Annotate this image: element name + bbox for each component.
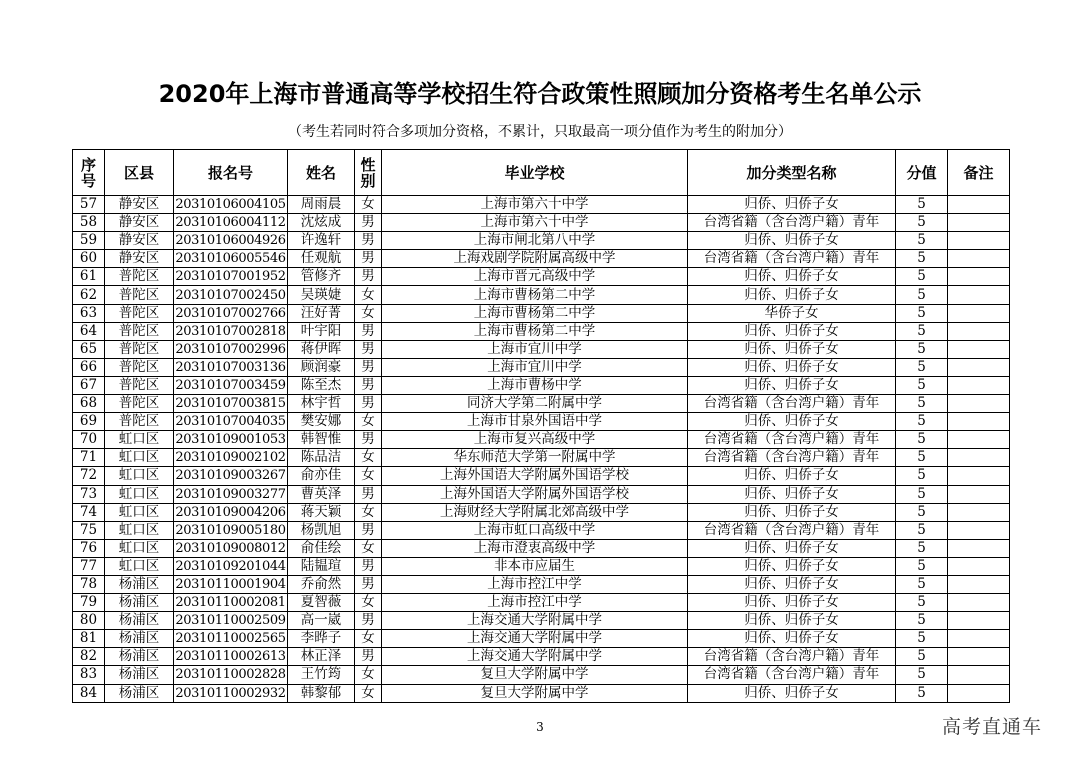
- cell-remark: [948, 575, 1010, 593]
- cell-reg-no: 20310109003277: [175, 486, 286, 502]
- cell-district: 普陀区: [105, 376, 174, 394]
- table-row: [73, 358, 1010, 376]
- cell-name: 乔俞然: [288, 575, 355, 593]
- cell-gender: 男: [355, 232, 382, 250]
- cell-seq: 75: [73, 521, 105, 539]
- cell-seq: 72: [73, 467, 105, 485]
- cell-school: 上海市曹杨第二中学: [382, 304, 688, 322]
- cell-name: 蒋伊晖: [288, 340, 355, 358]
- header-bonus-type: 加分类型名称: [688, 150, 896, 196]
- cell-seq: 62: [73, 286, 105, 304]
- cell-score: 5: [896, 304, 948, 322]
- table-row: [73, 250, 1010, 268]
- cell-name: 管修齐: [288, 268, 355, 286]
- cell-school: 上海交通大学附属中学: [382, 630, 688, 648]
- cell-school: 上海市复兴高级中学: [382, 431, 688, 449]
- cell-gender: 女: [355, 503, 382, 521]
- cell-school: 上海市曹杨中学: [382, 376, 688, 394]
- cell-score: 5: [896, 395, 948, 413]
- cell-score: 5: [896, 358, 948, 376]
- cell-remark: [948, 503, 1010, 521]
- table-row: [73, 594, 1010, 612]
- cell-gender: 女: [355, 449, 382, 467]
- cell-gender: 女: [355, 304, 382, 322]
- cell-gender: 女: [355, 594, 382, 612]
- cell-seq: 64: [73, 322, 105, 340]
- cell-gender: 男: [355, 648, 382, 666]
- cell-district: 虹口区: [105, 521, 174, 539]
- table-row: [73, 612, 1010, 630]
- cell-gender: 女: [355, 467, 382, 485]
- cell-reg-no: 20310110002828: [175, 667, 286, 683]
- cell-bonus-type: 归侨、归侨子女: [688, 196, 896, 214]
- cell-reg-no: 20310107003815: [175, 396, 286, 412]
- cell-score: 5: [896, 684, 948, 702]
- table-row: [73, 666, 1010, 684]
- cell-district: 虹口区: [105, 557, 174, 575]
- cell-reg-no: 20310107002818: [175, 323, 286, 339]
- cell-seq: 69: [73, 413, 105, 431]
- cell-reg-no: 20310109008012: [175, 540, 286, 556]
- cell-district: 杨浦区: [105, 648, 174, 666]
- cell-district: 杨浦区: [105, 612, 174, 630]
- cell-score: 5: [896, 214, 948, 232]
- cell-score: 5: [896, 521, 948, 539]
- cell-remark: [948, 557, 1010, 575]
- cell-gender: 女: [355, 196, 382, 214]
- cell-gender: 男: [355, 557, 382, 575]
- cell-score: 5: [896, 376, 948, 394]
- table-row: [73, 684, 1010, 702]
- cell-gender: 女: [355, 630, 382, 648]
- cell-name: 韩黎郁: [288, 684, 355, 702]
- cell-name: 林正泽: [288, 648, 355, 666]
- cell-reg-no: 20310107003459: [175, 377, 286, 393]
- cell-name: 汪好菁: [288, 304, 355, 322]
- cell-gender: 男: [355, 250, 382, 268]
- cell-seq: 58: [73, 214, 105, 232]
- table-header-row: [73, 150, 1010, 196]
- cell-bonus-type: 归侨、归侨子女: [688, 684, 896, 702]
- cell-gender: 女: [355, 684, 382, 702]
- cell-reg-no: 20310110002509: [175, 613, 286, 629]
- cell-reg-no: 20310109001053: [175, 432, 286, 448]
- table-row: [73, 648, 1010, 666]
- cell-remark: [948, 268, 1010, 286]
- cell-bonus-type: 归侨、归侨子女: [688, 467, 896, 485]
- header-seq: 序 号: [73, 150, 105, 196]
- cell-remark: [948, 612, 1010, 630]
- cell-district: 杨浦区: [105, 594, 174, 612]
- cell-district: 普陀区: [105, 268, 174, 286]
- cell-remark: [948, 413, 1010, 431]
- cell-school: 上海市第六十中学: [382, 196, 688, 214]
- cell-score: 5: [896, 413, 948, 431]
- cell-remark: [948, 358, 1010, 376]
- cell-school: 上海财经大学附属北郊高级中学: [382, 503, 688, 521]
- cell-remark: [948, 232, 1010, 250]
- cell-school: 复旦大学附属中学: [382, 684, 688, 702]
- cell-score: 5: [896, 449, 948, 467]
- cell-district: 虹口区: [105, 431, 174, 449]
- cell-reg-no: 20310107001952: [175, 269, 286, 285]
- table-row: [73, 340, 1010, 358]
- roster-table: [72, 149, 1010, 703]
- cell-gender: 女: [355, 413, 382, 431]
- cell-remark: [948, 304, 1010, 322]
- cell-reg-no: 20310110002932: [175, 685, 286, 701]
- cell-district: 虹口区: [105, 503, 174, 521]
- cell-school: 上海市晋元高级中学: [382, 268, 688, 286]
- cell-name: 林宇哲: [288, 395, 355, 413]
- table-row: [73, 286, 1010, 304]
- cell-score: 5: [896, 340, 948, 358]
- cell-gender: 男: [355, 575, 382, 593]
- cell-school: 上海外国语大学附属外国语学校: [382, 467, 688, 485]
- cell-remark: [948, 485, 1010, 503]
- cell-school: 上海市第六十中学: [382, 214, 688, 232]
- cell-bonus-type: 归侨、归侨子女: [688, 503, 896, 521]
- page-subtitle: （考生若同时符合多项加分资格，不累计，只取最高一项分值作为考生的附加分）: [288, 124, 792, 140]
- table-row: [73, 196, 1010, 214]
- cell-district: 虹口区: [105, 485, 174, 503]
- cell-seq: 77: [73, 557, 105, 575]
- cell-gender: 女: [355, 666, 382, 684]
- cell-score: 5: [896, 431, 948, 449]
- cell-bonus-type: 台湾省籍（含台湾户籍）青年: [688, 666, 896, 684]
- cell-reg-no: 20310109201044: [175, 558, 286, 574]
- cell-name: 俞佳绘: [288, 539, 355, 557]
- cell-remark: [948, 594, 1010, 612]
- cell-bonus-type: 归侨、归侨子女: [688, 358, 896, 376]
- cell-district: 虹口区: [105, 539, 174, 557]
- cell-gender: 男: [355, 612, 382, 630]
- table-row: [73, 539, 1010, 557]
- cell-score: 5: [896, 503, 948, 521]
- cell-score: 5: [896, 594, 948, 612]
- page-title: 2020年上海市普通高等学校招生符合政策性照顾加分资格考生名单公示: [158, 80, 922, 108]
- cell-district: 静安区: [105, 196, 174, 214]
- cell-school: 上海市控江中学: [382, 575, 688, 593]
- cell-district: 杨浦区: [105, 684, 174, 702]
- table-row: [73, 521, 1010, 539]
- cell-bonus-type: 归侨、归侨子女: [688, 286, 896, 304]
- cell-district: 普陀区: [105, 286, 174, 304]
- cell-seq: 80: [73, 612, 105, 630]
- cell-remark: [948, 376, 1010, 394]
- cell-remark: [948, 214, 1010, 232]
- table-row: [73, 431, 1010, 449]
- cell-school: 上海市宜川中学: [382, 340, 688, 358]
- cell-seq: 68: [73, 395, 105, 413]
- cell-reg-no: 20310109003267: [175, 468, 286, 484]
- header-remark: 备注: [948, 150, 1010, 196]
- table-row: [73, 413, 1010, 431]
- header-gender: 性 别: [355, 150, 382, 196]
- cell-school: 上海市宜川中学: [382, 358, 688, 376]
- cell-score: 5: [896, 250, 948, 268]
- table-row: [73, 376, 1010, 394]
- cell-school: 上海市曹杨第二中学: [382, 322, 688, 340]
- cell-name: 高一崴: [288, 612, 355, 630]
- cell-bonus-type: 归侨、归侨子女: [688, 557, 896, 575]
- cell-school: 非本市应届生: [382, 557, 688, 575]
- cell-school: 上海外国语大学附属外国语学校: [382, 485, 688, 503]
- cell-gender: 男: [355, 358, 382, 376]
- table-row: [73, 467, 1010, 485]
- cell-score: 5: [896, 612, 948, 630]
- cell-bonus-type: 归侨、归侨子女: [688, 612, 896, 630]
- cell-score: 5: [896, 557, 948, 575]
- cell-reg-no: 20310107002766: [175, 305, 286, 321]
- cell-score: 5: [896, 666, 948, 684]
- cell-name: 吴瑛婕: [288, 286, 355, 304]
- cell-bonus-type: 台湾省籍（含台湾户籍）青年: [688, 250, 896, 268]
- cell-district: 普陀区: [105, 322, 174, 340]
- cell-name: 陆韫瑄: [288, 557, 355, 575]
- cell-score: 5: [896, 286, 948, 304]
- cell-bonus-type: 台湾省籍（含台湾户籍）青年: [688, 521, 896, 539]
- cell-name: 樊安娜: [288, 413, 355, 431]
- cell-gender: 男: [355, 485, 382, 503]
- cell-remark: [948, 196, 1010, 214]
- cell-bonus-type: 归侨、归侨子女: [688, 376, 896, 394]
- cell-remark: [948, 322, 1010, 340]
- cell-district: 虹口区: [105, 467, 174, 485]
- cell-remark: [948, 521, 1010, 539]
- cell-reg-no: 20310106004105: [175, 197, 286, 213]
- header-reg-no: 报名号: [174, 150, 288, 196]
- cell-name: 任观航: [288, 250, 355, 268]
- cell-gender: 男: [355, 322, 382, 340]
- cell-reg-no: 20310107002450: [175, 287, 286, 303]
- cell-seq: 59: [73, 232, 105, 250]
- watermark: 高考直通车: [942, 716, 1043, 738]
- cell-reg-no: 20310107004035: [175, 414, 286, 430]
- cell-reg-no: 20310110002081: [175, 595, 286, 611]
- cell-name: 沈炫成: [288, 214, 355, 232]
- cell-seq: 76: [73, 539, 105, 557]
- cell-bonus-type: 台湾省籍（含台湾户籍）青年: [688, 648, 896, 666]
- cell-score: 5: [896, 232, 948, 250]
- page-number: 3: [536, 720, 544, 734]
- cell-seq: 57: [73, 196, 105, 214]
- cell-gender: 男: [355, 521, 382, 539]
- table-row: [73, 557, 1010, 575]
- cell-reg-no: 20310110002565: [175, 631, 286, 647]
- cell-score: 5: [896, 322, 948, 340]
- cell-bonus-type: 归侨、归侨子女: [688, 575, 896, 593]
- cell-seq: 74: [73, 503, 105, 521]
- cell-gender: 男: [355, 431, 382, 449]
- cell-seq: 67: [73, 376, 105, 394]
- cell-gender: 男: [355, 376, 382, 394]
- header-score: 分值: [896, 150, 948, 196]
- cell-name: 蒋天颖: [288, 503, 355, 521]
- cell-reg-no: 20310109002102: [175, 450, 286, 466]
- table-row: [73, 630, 1010, 648]
- cell-school: 同济大学第二附属中学: [382, 395, 688, 413]
- cell-seq: 66: [73, 358, 105, 376]
- cell-remark: [948, 395, 1010, 413]
- cell-reg-no: 20310107003136: [175, 359, 286, 375]
- table-row: [73, 449, 1010, 467]
- cell-gender: 男: [355, 214, 382, 232]
- cell-bonus-type: 归侨、归侨子女: [688, 268, 896, 286]
- cell-seq: 71: [73, 449, 105, 467]
- cell-bonus-type: 台湾省籍（含台湾户籍）青年: [688, 395, 896, 413]
- cell-remark: [948, 666, 1010, 684]
- table-row: [73, 395, 1010, 413]
- cell-remark: [948, 630, 1010, 648]
- cell-score: 5: [896, 268, 948, 286]
- cell-score: 5: [896, 196, 948, 214]
- header-name: 姓名: [288, 150, 355, 196]
- cell-remark: [948, 449, 1010, 467]
- cell-name: 叶宇阳: [288, 322, 355, 340]
- cell-bonus-type: 归侨、归侨子女: [688, 413, 896, 431]
- cell-name: 周雨晨: [288, 196, 355, 214]
- cell-school: 华东师范大学第一附属中学: [382, 449, 688, 467]
- cell-name: 夏智薇: [288, 594, 355, 612]
- cell-bonus-type: 华侨子女: [688, 304, 896, 322]
- cell-school: 上海市控江中学: [382, 594, 688, 612]
- cell-seq: 61: [73, 268, 105, 286]
- cell-bonus-type: 台湾省籍（含台湾户籍）青年: [688, 449, 896, 467]
- cell-score: 5: [896, 575, 948, 593]
- cell-bonus-type: 归侨、归侨子女: [688, 594, 896, 612]
- cell-gender: 男: [355, 340, 382, 358]
- cell-bonus-type: 归侨、归侨子女: [688, 340, 896, 358]
- cell-remark: [948, 431, 1010, 449]
- cell-seq: 65: [73, 340, 105, 358]
- table-row: [73, 322, 1010, 340]
- cell-bonus-type: 台湾省籍（含台湾户籍）青年: [688, 431, 896, 449]
- cell-district: 普陀区: [105, 413, 174, 431]
- cell-school: 上海市曹杨第二中学: [382, 286, 688, 304]
- table-row: [73, 268, 1010, 286]
- cell-reg-no: 20310109005180: [175, 522, 286, 538]
- cell-remark: [948, 340, 1010, 358]
- table-row: [73, 304, 1010, 322]
- cell-reg-no: 20310106005546: [175, 251, 286, 267]
- table-row: [73, 485, 1010, 503]
- cell-seq: 79: [73, 594, 105, 612]
- cell-remark: [948, 250, 1010, 268]
- cell-gender: 女: [355, 539, 382, 557]
- cell-gender: 女: [355, 286, 382, 304]
- cell-score: 5: [896, 539, 948, 557]
- cell-seq: 84: [73, 684, 105, 702]
- cell-name: 杨凯旭: [288, 521, 355, 539]
- cell-reg-no: 20310110001904: [175, 577, 286, 593]
- cell-seq: 60: [73, 250, 105, 268]
- cell-district: 普陀区: [105, 340, 174, 358]
- cell-score: 5: [896, 467, 948, 485]
- cell-reg-no: 20310107002996: [175, 341, 286, 357]
- cell-name: 曹英泽: [288, 485, 355, 503]
- cell-bonus-type: 归侨、归侨子女: [688, 539, 896, 557]
- cell-score: 5: [896, 648, 948, 666]
- cell-district: 杨浦区: [105, 630, 174, 648]
- cell-name: 许逸轩: [288, 232, 355, 250]
- cell-remark: [948, 539, 1010, 557]
- cell-bonus-type: 归侨、归侨子女: [688, 232, 896, 250]
- cell-reg-no: 20310109004206: [175, 504, 286, 520]
- header-district: 区县: [105, 150, 174, 196]
- cell-district: 普陀区: [105, 358, 174, 376]
- table-row: [73, 575, 1010, 593]
- cell-seq: 83: [73, 666, 105, 684]
- cell-name: 韩智惟: [288, 431, 355, 449]
- cell-school: 上海市甘泉外国语中学: [382, 413, 688, 431]
- table-row: [73, 232, 1010, 250]
- cell-district: 静安区: [105, 250, 174, 268]
- cell-remark: [948, 648, 1010, 666]
- cell-district: 虹口区: [105, 449, 174, 467]
- cell-seq: 81: [73, 630, 105, 648]
- cell-name: 李晔子: [288, 630, 355, 648]
- cell-remark: [948, 286, 1010, 304]
- cell-name: 陈品洁: [288, 449, 355, 467]
- cell-name: 顾润豪: [288, 358, 355, 376]
- roster-body: [73, 196, 1010, 703]
- cell-seq: 70: [73, 431, 105, 449]
- cell-reg-no: 20310110002613: [175, 649, 286, 665]
- cell-bonus-type: 归侨、归侨子女: [688, 630, 896, 648]
- cell-name: 陈至杰: [288, 376, 355, 394]
- cell-bonus-type: 归侨、归侨子女: [688, 322, 896, 340]
- cell-district: 普陀区: [105, 304, 174, 322]
- cell-gender: 男: [355, 268, 382, 286]
- cell-score: 5: [896, 485, 948, 503]
- cell-school: 上海市澄衷高级中学: [382, 539, 688, 557]
- header-school: 毕业学校: [382, 150, 688, 196]
- cell-score: 5: [896, 630, 948, 648]
- cell-district: 杨浦区: [105, 575, 174, 593]
- cell-bonus-type: 台湾省籍（含台湾户籍）青年: [688, 214, 896, 232]
- cell-seq: 73: [73, 485, 105, 503]
- table-row: [73, 503, 1010, 521]
- cell-name: 俞亦佳: [288, 467, 355, 485]
- cell-name: 王竹筠: [288, 666, 355, 684]
- cell-remark: [948, 684, 1010, 702]
- cell-district: 普陀区: [105, 395, 174, 413]
- cell-remark: [948, 467, 1010, 485]
- cell-district: 杨浦区: [105, 666, 174, 684]
- cell-seq: 78: [73, 575, 105, 593]
- cell-reg-no: 20310106004112: [175, 215, 286, 231]
- table-row: [73, 214, 1010, 232]
- cell-school: 上海市虹口高级中学: [382, 521, 688, 539]
- cell-school: 复旦大学附属中学: [382, 666, 688, 684]
- cell-bonus-type: 归侨、归侨子女: [688, 485, 896, 503]
- cell-seq: 82: [73, 648, 105, 666]
- cell-school: 上海市闸北第八中学: [382, 232, 688, 250]
- cell-reg-no: 20310106004926: [175, 233, 286, 249]
- cell-seq: 63: [73, 304, 105, 322]
- cell-district: 静安区: [105, 214, 174, 232]
- cell-district: 静安区: [105, 232, 174, 250]
- cell-school: 上海交通大学附属中学: [382, 612, 688, 630]
- cell-school: 上海交通大学附属中学: [382, 648, 688, 666]
- cell-gender: 男: [355, 395, 382, 413]
- cell-school: 上海戏剧学院附属高级中学: [382, 250, 688, 268]
